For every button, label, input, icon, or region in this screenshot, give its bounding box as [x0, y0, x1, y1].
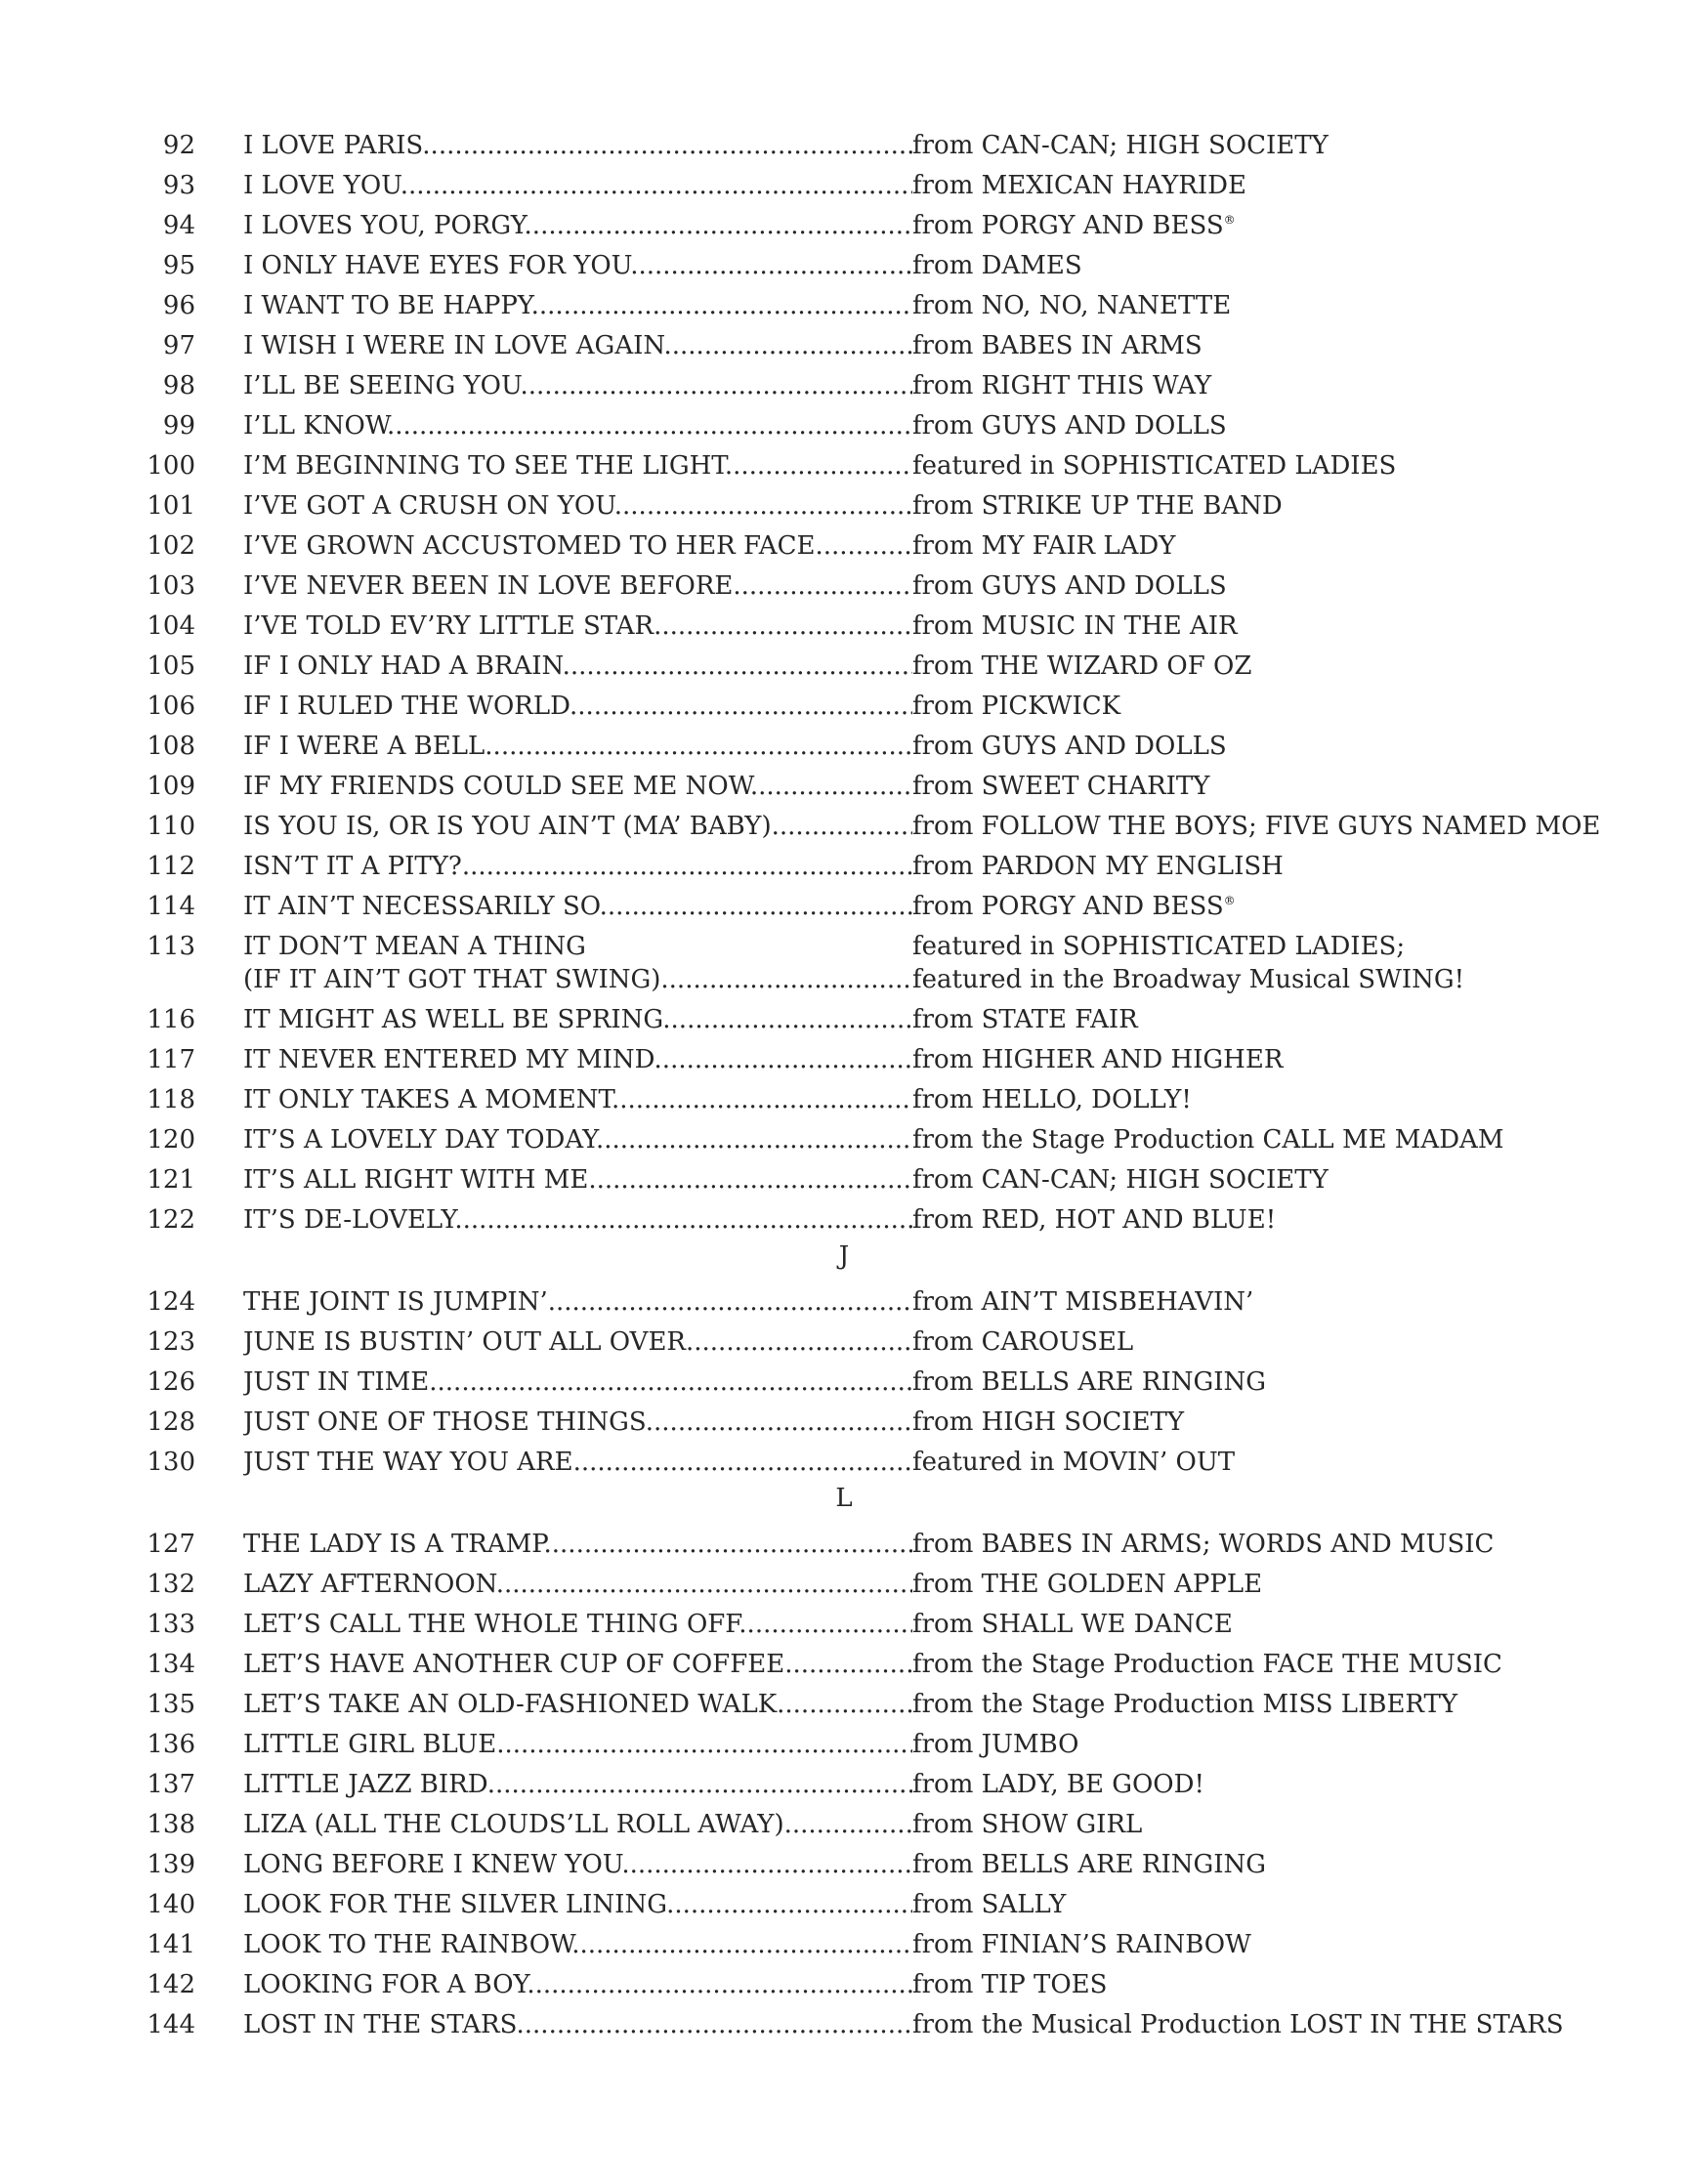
show-source: from BELLS ARE RINGING — [912, 1850, 1267, 1879]
index-entry — [0, 446, 1688, 486]
show-source: from SHOW GIRL — [912, 1810, 1143, 1839]
song-title: LOOK FOR THE SILVER LINING ..... — [243, 1885, 912, 1925]
show-source: from CAROUSEL — [912, 1327, 1134, 1357]
song-title: I’VE TOLD EV’RY LITTLE STAR ..... — [243, 607, 912, 647]
page-number: 132 — [147, 1570, 195, 1599]
page-number: 117 — [147, 1045, 195, 1074]
song-title: LET’S TAKE AN OLD-FASHIONED WALK ..... — [243, 1685, 912, 1725]
index-entry — [0, 1040, 1688, 1080]
page-number: 123 — [147, 1327, 195, 1357]
show-source: from SALLY — [912, 1890, 1067, 1919]
index-entry — [0, 206, 1688, 246]
show-source: from BELLS ARE RINGING — [912, 1367, 1267, 1397]
index-entry — [0, 526, 1688, 567]
show-source: from BABES IN ARMS; WORDS AND MUSIC — [912, 1530, 1495, 1559]
show-source: from THE GOLDEN APPLE — [912, 1570, 1263, 1599]
show-source: from STATE FAIR — [912, 1005, 1138, 1034]
index-entry — [0, 1685, 1688, 1725]
page-number: 92 — [162, 131, 195, 160]
index-entry — [0, 326, 1688, 366]
index-entry — [0, 2005, 1688, 2045]
index-entry — [0, 687, 1688, 727]
song-title: IT DON’T MEAN A THING — [243, 932, 586, 961]
index-entry — [0, 1120, 1688, 1160]
page-number: 106 — [147, 692, 195, 721]
page-number: 104 — [147, 611, 195, 641]
page-number: 118 — [147, 1085, 195, 1114]
index-entry — [0, 767, 1688, 807]
page-number: 135 — [147, 1690, 195, 1719]
index-entry — [0, 1363, 1688, 1403]
song-title: JUST THE WAY YOU ARE ..... — [243, 1443, 912, 1483]
index-entry — [0, 607, 1688, 647]
page-number: 138 — [147, 1810, 195, 1839]
show-source: from THE WIZARD OF OZ — [912, 651, 1252, 681]
song-title: I’VE GOT A CRUSH ON YOU ..... — [243, 486, 912, 526]
index-entry — [0, 1200, 1688, 1240]
show-source: from the Stage Production FACE THE MUSIC — [912, 1650, 1502, 1679]
page-number: 120 — [147, 1125, 195, 1155]
song-title: ISN’T IT A PITY? ..... — [243, 847, 912, 887]
song-title: I WISH I WERE IN LOVE AGAIN ..... — [243, 326, 912, 366]
index-entry — [0, 1765, 1688, 1805]
page-number: 112 — [147, 852, 195, 881]
song-title: JUNE IS BUSTIN’ OUT ALL OVER ..... — [243, 1323, 912, 1363]
song-title: I LOVES YOU, PORGY ..... — [243, 206, 912, 246]
page-number: 144 — [147, 2010, 195, 2039]
song-title: LOOKING FOR A BOY ..... — [243, 1965, 912, 2005]
show-source: featured in SOPHISTICATED LADIES; — [912, 932, 1406, 961]
show-source: featured in SOPHISTICATED LADIES — [912, 451, 1397, 481]
index-entry — [0, 1525, 1688, 1565]
show-source: from RED, HOT AND BLUE! — [912, 1205, 1277, 1235]
show-source: from FINIAN’S RAINBOW — [912, 1930, 1251, 1959]
page-number: 121 — [147, 1165, 195, 1195]
show-source: from MUSIC IN THE AIR — [912, 611, 1238, 641]
song-title: JUST IN TIME ..... — [243, 1363, 912, 1403]
show-source: from PICKWICK — [912, 692, 1121, 721]
page-number: 109 — [147, 772, 195, 801]
section-letter: L — [835, 1484, 853, 1513]
song-title: IT MIGHT AS WELL BE SPRING ..... — [243, 1000, 912, 1040]
song-title: IF I ONLY HAD A BRAIN ..... — [243, 647, 912, 687]
page-number: 100 — [147, 451, 195, 481]
song-title: THE LADY IS A TRAMP ..... — [243, 1525, 912, 1565]
song-title: IF I WERE A BELL ..... — [243, 727, 912, 767]
show-source: from SHALL WE DANCE — [912, 1610, 1233, 1639]
page-number: 137 — [147, 1770, 195, 1799]
registered-mark: ® — [1223, 213, 1236, 227]
index-entry — [0, 1645, 1688, 1685]
index-entry — [0, 406, 1688, 446]
show-source: from AIN’T MISBEHAVIN’ — [912, 1287, 1254, 1317]
show-source: from SWEET CHARITY — [912, 772, 1210, 801]
index-entry — [0, 1725, 1688, 1765]
page-number: 105 — [147, 651, 195, 681]
song-title: IT NEVER ENTERED MY MIND ..... — [243, 1040, 912, 1080]
song-title: I’VE NEVER BEEN IN LOVE BEFORE ..... — [243, 567, 912, 607]
page-number: 108 — [147, 732, 195, 761]
song-title: IT AIN’T NECESSARILY SO ..... — [243, 887, 912, 927]
song-title: I LOVE PARIS ..... — [243, 126, 912, 166]
index-entry — [0, 366, 1688, 406]
page-number: 110 — [147, 812, 195, 841]
index-entry — [0, 1323, 1688, 1363]
index-entry — [0, 887, 1688, 927]
song-title: IF I RULED THE WORLD ..... — [243, 687, 912, 727]
song-title: LET’S CALL THE WHOLE THING OFF ..... — [243, 1605, 912, 1645]
page-number: 98 — [162, 371, 195, 400]
index-entry — [0, 727, 1688, 767]
registered-mark: ® — [1223, 894, 1236, 907]
show-source: from PORGY AND BESS® — [912, 892, 1236, 921]
section-letter: J — [838, 1241, 850, 1271]
page-number: 93 — [162, 171, 195, 200]
page-number: 122 — [147, 1205, 195, 1235]
song-title: LOOK TO THE RAINBOW ..... — [243, 1925, 912, 1965]
index-entry — [0, 1885, 1688, 1925]
page-number: 95 — [162, 251, 195, 280]
song-title: LITTLE GIRL BLUE ..... — [243, 1725, 912, 1765]
song-title: LOST IN THE STARS ..... — [243, 2005, 912, 2045]
show-source: featured in MOVIN’ OUT — [912, 1448, 1236, 1477]
index-entry — [0, 567, 1688, 607]
page-number: 136 — [147, 1730, 195, 1759]
page-number: 113 — [147, 932, 195, 961]
index-entry — [0, 1282, 1688, 1323]
page-number: 101 — [147, 491, 195, 521]
song-title: IT’S DE-LOVELY ..... — [243, 1200, 912, 1240]
song-title: I’M BEGINNING TO SEE THE LIGHT ..... — [243, 446, 912, 486]
song-title: LAZY AFTERNOON ..... — [243, 1565, 912, 1605]
page-number: 126 — [147, 1367, 195, 1397]
show-source-continued: featured in the Broadway Musical SWING! — [912, 965, 1465, 994]
song-title: IF MY FRIENDS COULD SEE ME NOW ..... — [243, 767, 912, 807]
show-source: from GUYS AND DOLLS — [912, 571, 1227, 601]
show-source: from GUYS AND DOLLS — [912, 411, 1227, 441]
song-title: IS YOU IS, OR IS YOU AIN’T (MA’ BABY) ..... — [243, 807, 912, 847]
song-title-continued: (IF IT AIN’T GOT THAT SWING) ..... — [243, 960, 912, 1000]
song-title: LITTLE JAZZ BIRD ..... — [243, 1765, 912, 1805]
index-entry — [0, 1605, 1688, 1645]
page-number: 116 — [147, 1005, 195, 1034]
show-source: from CAN-CAN; HIGH SOCIETY — [912, 1165, 1329, 1195]
show-source: from PORGY AND BESS® — [912, 211, 1236, 240]
song-title: LONG BEFORE I KNEW YOU ..... — [243, 1845, 912, 1885]
index-entry — [0, 1565, 1688, 1605]
index-entry — [0, 1160, 1688, 1200]
index-entry — [0, 647, 1688, 687]
show-source: from GUYS AND DOLLS — [912, 732, 1227, 761]
index-entry — [0, 486, 1688, 526]
page-number: 133 — [147, 1610, 195, 1639]
index-entry — [0, 1925, 1688, 1965]
song-title: JUST ONE OF THOSE THINGS ..... — [243, 1403, 912, 1443]
index-entry — [0, 847, 1688, 887]
page-number: 141 — [147, 1930, 195, 1959]
show-source: from STRIKE UP THE BAND — [912, 491, 1283, 521]
show-source: from JUMBO — [912, 1730, 1079, 1759]
song-title: LIZA (ALL THE CLOUDS’LL ROLL AWAY) ..... — [243, 1805, 912, 1845]
page-number: 128 — [147, 1407, 195, 1437]
index-entry — [0, 1080, 1688, 1120]
page-number: 124 — [147, 1287, 195, 1317]
show-source: from CAN-CAN; HIGH SOCIETY — [912, 131, 1329, 160]
index-entry — [0, 246, 1688, 286]
song-title: IT’S ALL RIGHT WITH ME ..... — [243, 1160, 912, 1200]
page-number: 142 — [147, 1970, 195, 1999]
show-source: from the Stage Production CALL ME MADAM — [912, 1125, 1504, 1155]
index-entry — [0, 1000, 1688, 1040]
song-title: I’LL KNOW ..... — [243, 406, 912, 446]
index-entry — [0, 807, 1688, 847]
song-title: THE JOINT IS JUMPIN’ ..... — [243, 1282, 912, 1323]
page-number: 127 — [147, 1530, 195, 1559]
song-title: I ONLY HAVE EYES FOR YOU ..... — [243, 246, 912, 286]
page-number: 103 — [147, 571, 195, 601]
song-title: I WANT TO BE HAPPY ..... — [243, 286, 912, 326]
page-number: 99 — [162, 411, 195, 441]
show-source: from LADY, BE GOOD! — [912, 1770, 1204, 1799]
index-entry — [0, 1965, 1688, 2005]
show-source: from HELLO, DOLLY! — [912, 1085, 1192, 1114]
index-entry — [0, 1443, 1688, 1483]
page-number: 134 — [147, 1650, 195, 1679]
show-source: from MY FAIR LADY — [912, 531, 1176, 561]
index-entry — [0, 126, 1688, 166]
show-source: from MEXICAN HAYRIDE — [912, 171, 1246, 200]
show-source: from PARDON MY ENGLISH — [912, 852, 1284, 881]
show-source: from BABES IN ARMS — [912, 331, 1203, 360]
index-entry — [0, 1403, 1688, 1443]
song-title: I LOVE YOU ..... — [243, 166, 912, 206]
show-source: from the Musical Production LOST IN THE STARS — [912, 2010, 1564, 2039]
show-source: from TIP TOES — [912, 1970, 1108, 1999]
show-source: from FOLLOW THE BOYS; FIVE GUYS NAMED MOE — [912, 812, 1601, 841]
song-title: I’LL BE SEEING YOU ..... — [243, 366, 912, 406]
index-entry — [0, 1805, 1688, 1845]
page-number: 140 — [147, 1890, 195, 1919]
song-title: I’VE GROWN ACCUSTOMED TO HER FACE ..... — [243, 526, 912, 567]
show-source: from HIGHER AND HIGHER — [912, 1045, 1284, 1074]
page-number: 139 — [147, 1850, 195, 1879]
show-source: from DAMES — [912, 251, 1082, 280]
page-number: 97 — [162, 331, 195, 360]
song-title: LET’S HAVE ANOTHER CUP OF COFFEE ..... — [243, 1645, 912, 1685]
page-number: 114 — [147, 892, 195, 921]
page-number: 102 — [147, 531, 195, 561]
index-entry — [0, 1845, 1688, 1885]
page-number: 130 — [147, 1448, 195, 1477]
show-source: from RIGHT THIS WAY — [912, 371, 1212, 400]
show-source: from the Stage Production MISS LIBERTY — [912, 1690, 1458, 1719]
song-title: IT ONLY TAKES A MOMENT ..... — [243, 1080, 912, 1120]
page-number: 94 — [162, 211, 195, 240]
show-source: from HIGH SOCIETY — [912, 1407, 1185, 1437]
show-source: from NO, NO, NANETTE — [912, 291, 1232, 320]
page-number: 96 — [162, 291, 195, 320]
index-entry-continuation — [0, 960, 1688, 1000]
index-entry — [0, 286, 1688, 326]
song-title: IT’S A LOVELY DAY TODAY ..... — [243, 1120, 912, 1160]
index-entry — [0, 166, 1688, 206]
